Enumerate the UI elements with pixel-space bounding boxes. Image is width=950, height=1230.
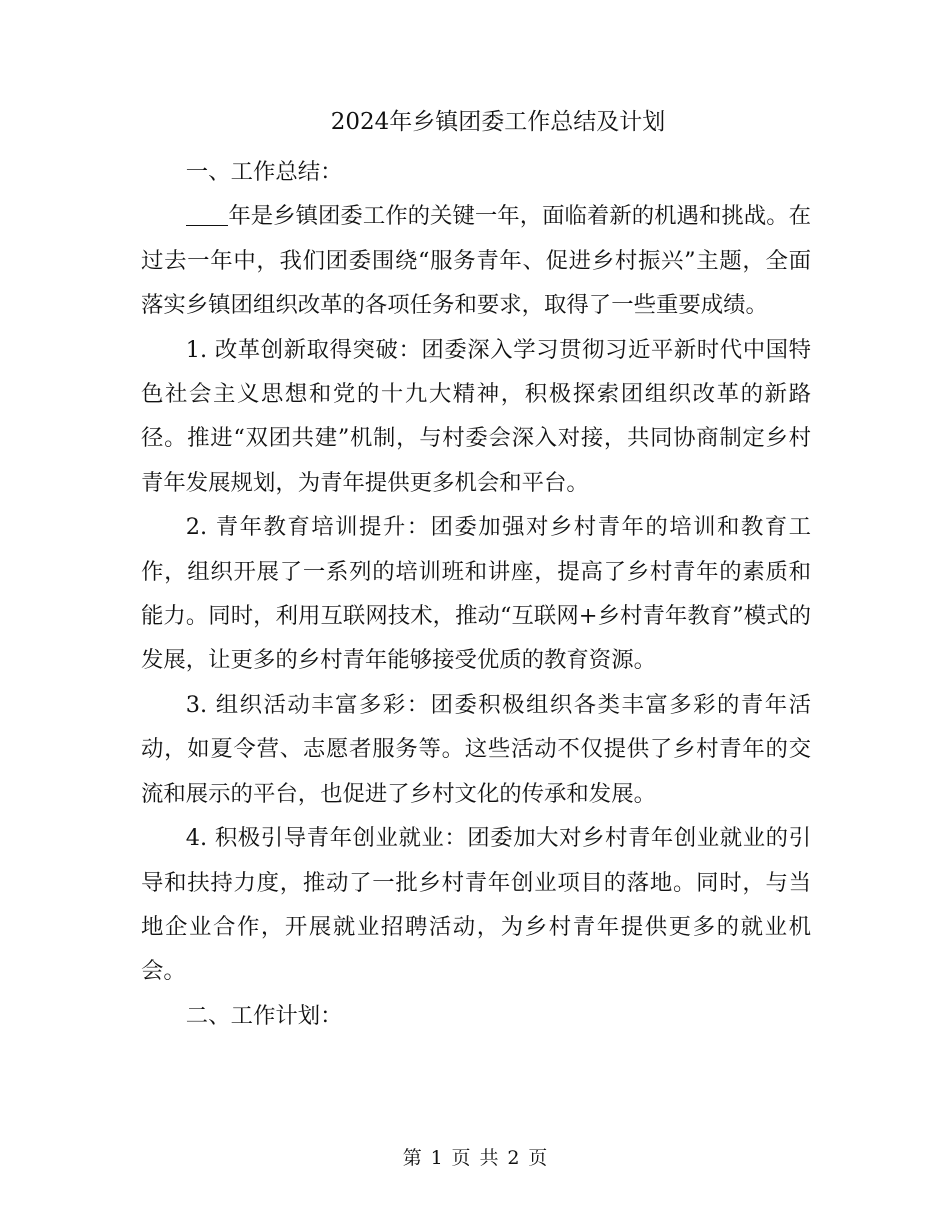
list-item-reform: 1. 改革创新取得突破：团委深入学习贯彻习近平新时代中国特色社会主义思想和党的十九大精神，积极探索团组织改革的新路径。推进“双团共建”机制，与村委会深入对接，共同协商制定乡村青年发展规划，为青年提供更多机会和平台。 [141,336,811,496]
fill-in-blank [186,204,229,226]
section-heading-plan: 二、工作计划： [185,1002,343,1029]
list-item-employment: 4. 积极引导青年创业就业：团委加大对乡村青年创业就业的引导和扶持力度，推动了一批乡村青年创业项目的落地。同时，与当地企业合作，开展就业招聘活动，为乡村青年提供更多的就业机会。 [141,825,811,985]
intro-text: 年是乡镇团委工作的关键一年，面临着新的机遇和挑战。在过去一年中，我们团委围绕“服务青年、促进乡村振兴”主题，全面落实乡镇团组织改革的各项任务和要求，取得了一些重要成绩。 [141,203,811,319]
page-footer: 第 1 页 共 2 页 [402,1147,548,1169]
document-body [141,150,811,1038]
intro-paragraph [141,194,811,327]
list-item-education: 2. 青年教育培训提升：团委加强对乡村青年的培训和教育工作，组织开展了一系列的培训班和讲座，提高了乡村青年的素质和能力。同时，利用互联网技术，推动“互联网+乡村青年教育”模式的发展，让更多的乡村青年能够接受优质的教育资源。 [141,514,811,674]
page-title: 2024年乡镇团委工作总结及计划 [330,109,666,135]
section-heading-summary: 一、工作总结： [185,159,343,185]
list-item-activities: 3. 组织活动丰富多彩：团委积极组织各类丰富多彩的青年活动，如夏令营、志愿者服务等。这些活动不仅提供了乡村青年的交流和展示的平台，也促进了乡村文化的传承和发展。 [141,691,811,807]
